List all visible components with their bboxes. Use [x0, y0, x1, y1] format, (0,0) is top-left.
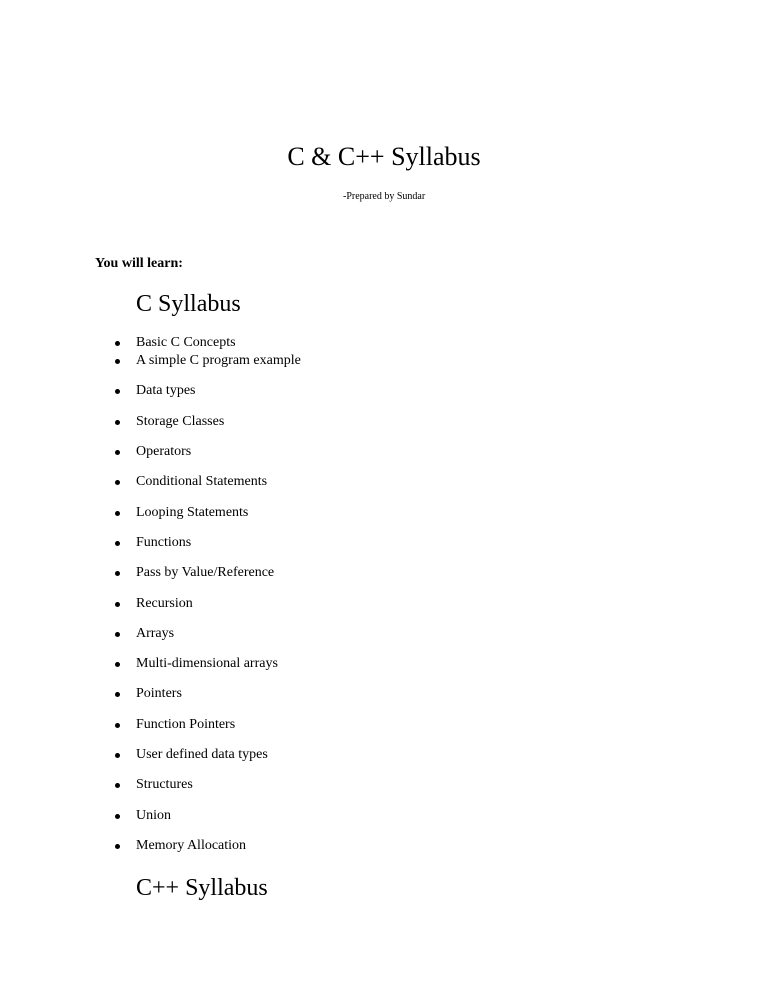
bullet-icon [115, 359, 120, 364]
topic-label: Union [136, 808, 171, 823]
topic-label: Multi-dimensional arrays [136, 656, 278, 671]
prepared-by-note: -Prepared by Sundar [343, 191, 426, 202]
list-item [0, 684, 400, 704]
list-item [0, 351, 400, 371]
list-item [0, 472, 400, 492]
bullet-icon [115, 723, 120, 728]
list-item [0, 563, 400, 583]
topic-label: Memory Allocation [136, 838, 247, 853]
bullet-icon [115, 814, 120, 819]
list-item [0, 412, 400, 432]
topic-label: Functions [136, 535, 192, 550]
list-item [0, 775, 400, 795]
bullet-icon [115, 511, 120, 516]
list-item [0, 715, 400, 735]
topic-label: Pass by Value/Reference [136, 565, 275, 580]
list-item [0, 594, 400, 614]
bullet-icon [115, 662, 120, 667]
document-title [0, 141, 768, 173]
intro-heading: You will learn: [95, 256, 183, 271]
topic-label: Function Pointers [136, 717, 236, 732]
topic-label: Arrays [136, 626, 175, 641]
bullet-icon [115, 541, 120, 546]
bullet-icon [115, 602, 120, 607]
bullet-icon [115, 753, 120, 758]
topic-label: Operators [136, 444, 192, 459]
topic-label: User defined data types [136, 747, 268, 762]
list-item [0, 442, 400, 462]
topic-label: Pointers [136, 686, 182, 701]
bullet-icon [115, 844, 120, 849]
topic-label: Storage Classes [136, 414, 225, 429]
topic-label: Structures [136, 777, 193, 792]
list-item [0, 745, 400, 765]
topic-label: Conditional Statements [136, 474, 268, 489]
c-syllabus-heading: C Syllabus [136, 291, 241, 317]
document-title-text: C & C++ Syllabus [287, 142, 481, 171]
bullet-icon [115, 632, 120, 637]
list-item [0, 836, 400, 856]
list-item [0, 624, 400, 644]
list-item [0, 806, 400, 826]
bullet-icon [115, 341, 120, 346]
bullet-icon [115, 571, 120, 576]
list-item [0, 333, 400, 353]
bullet-icon [115, 692, 120, 697]
cpp-syllabus-heading: C++ Syllabus [136, 875, 268, 901]
list-item [0, 654, 400, 674]
topic-label: Recursion [136, 596, 193, 611]
bullet-icon [115, 480, 120, 485]
list-item [0, 533, 400, 553]
topic-label: Looping Statements [136, 505, 249, 520]
list-item [0, 503, 400, 523]
list-item [0, 381, 400, 401]
topic-label: Basic C Concepts [136, 335, 236, 350]
topic-label: A simple C program example [136, 353, 301, 368]
bullet-icon [115, 450, 120, 455]
topic-label: Data types [136, 383, 196, 398]
bullet-icon [115, 389, 120, 394]
bullet-icon [115, 783, 120, 788]
bullet-icon [115, 420, 120, 425]
